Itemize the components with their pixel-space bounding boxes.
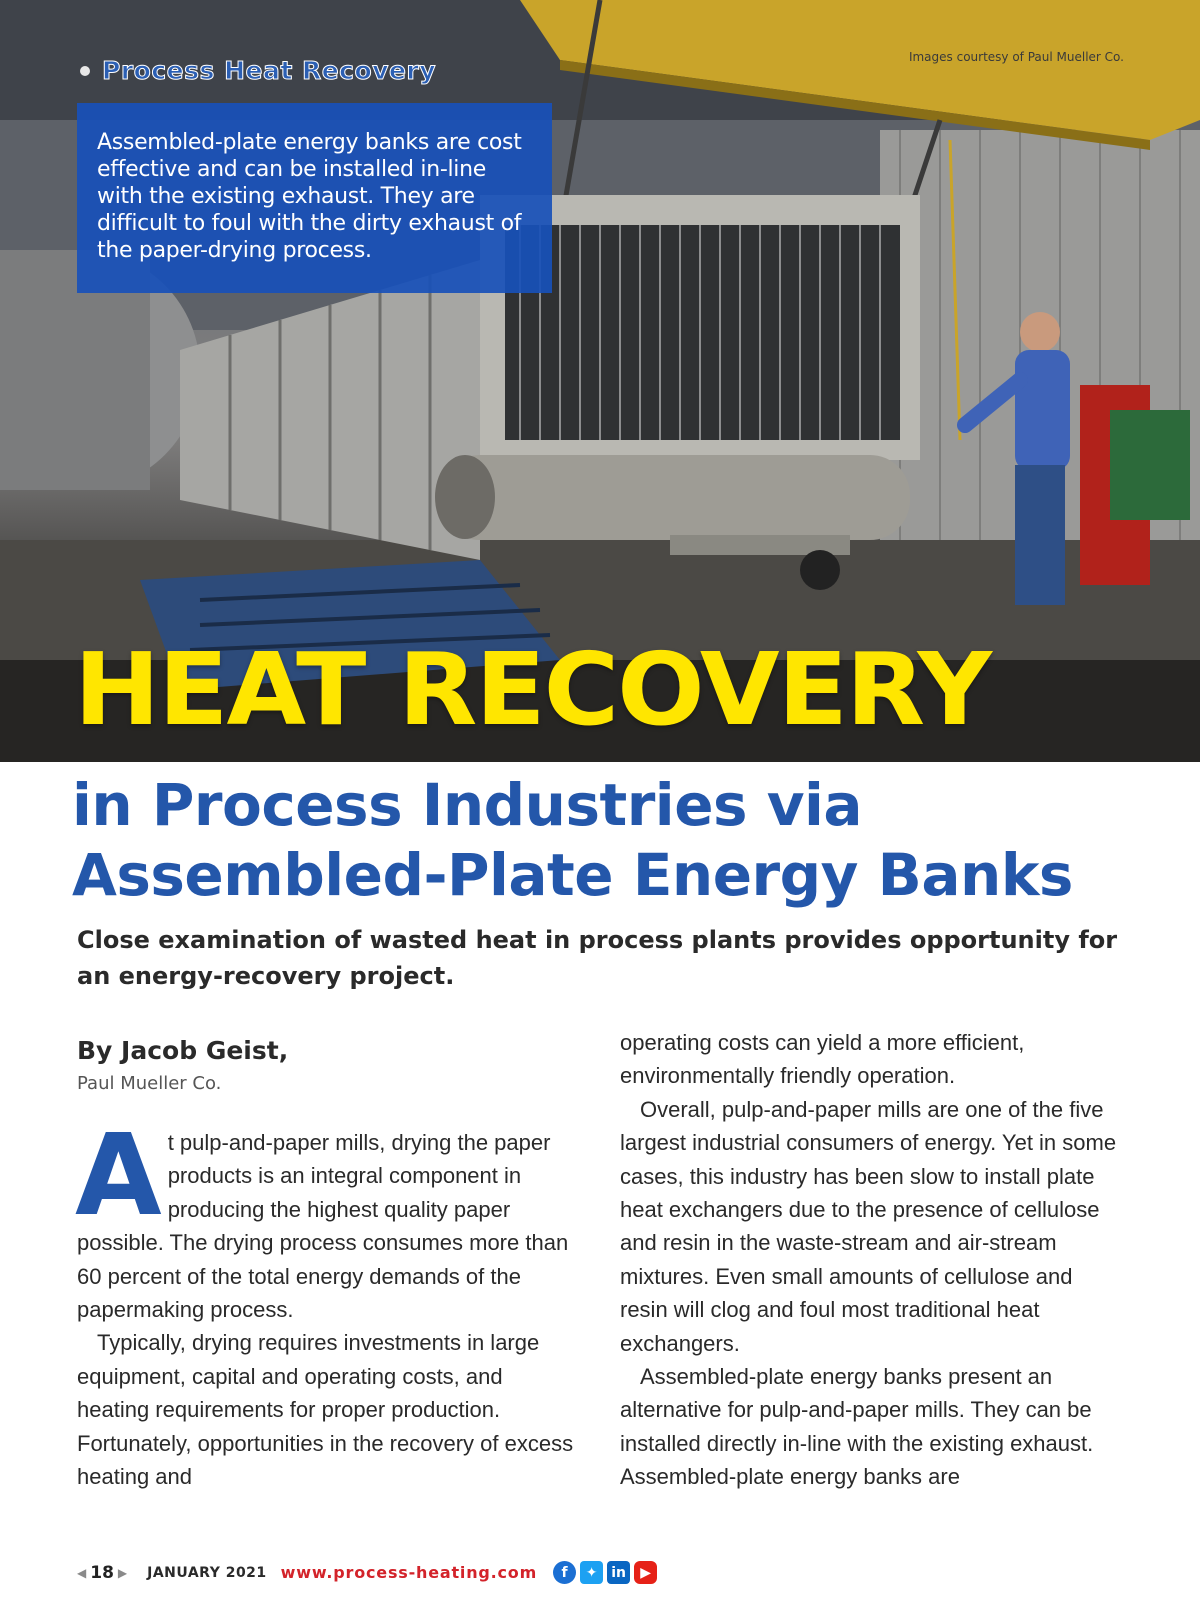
issue-date: JANUARY 2021 [147,1564,267,1581]
body-paragraph: Overall, pulp-and-paper mills are one of the five largest industrial consumers of energy. Yet in some cases, this industry has been slow to install plate heat exchangers due to the presence of cellulose and resin in the waste-stream and air-stream mixtures. Even small amounts of cellulose and resin will clog and foul most traditional heat exchangers. [620,1096,1117,1356]
body-paragraph [75,1111,577,1326]
linkedin-icon[interactable]: in [607,1561,630,1584]
body-column-left [75,1111,577,1493]
headline-line-2: in Process Industries via [72,771,863,839]
website-link[interactable]: www.process-heating.com [280,1563,538,1582]
headline-line-3: Assembled-Plate Energy Banks [72,841,1073,909]
page-number-group [77,1563,127,1583]
author-name: By Jacob Geist, [77,1036,289,1065]
drop-cap: A [75,1111,162,1241]
headline-subtitle [72,770,1152,910]
left-arrow-icon: ◀ [77,1565,87,1580]
twitter-icon[interactable]: ✦ [580,1561,603,1584]
photo-credit: Images courtesy of Paul Mueller Co. [908,50,1124,64]
youtube-icon[interactable]: ▶ [634,1561,657,1584]
page-number: 18 [90,1562,114,1583]
bullet-icon [80,66,90,76]
author-organization: Paul Mueller Co. [77,1073,222,1094]
body-paragraph: operating costs can yield a more efficient, environmentally friendly operation. [620,1030,1025,1089]
byline [77,1036,288,1094]
section-tag [80,56,436,85]
facebook-icon[interactable]: f [553,1561,576,1584]
headline-main: HEAT RECOVERY [74,631,991,748]
body-paragraph-text: t pulp-and-paper mills, drying the paper products is an integral component in producing the highest quality paper possible. The drying process consumes more than 60 percent of the total energy demands of the papermaking process. [77,1130,569,1323]
section-label: Process Heat Recovery [102,56,437,85]
photo-caption-box [77,103,552,293]
page-footer [77,1561,657,1584]
deck-summary: Close examination of wasted heat in process plants provides opportunity for an energy-recovery project. [77,926,1118,990]
photo-caption: Assembled-plate energy banks are cost effective and can be installed in-line with the existing exhaust. They are difficult to foul with the dirty exhaust of the paper-drying process. [97,130,522,263]
hero-photo [0,0,1200,762]
body-column-right [620,1026,1125,1494]
body-paragraph: Assembled-plate energy banks present an alternative for pulp-and-paper mills. They can be installed directly in-line with the existing exhaust. Assembled-plate energy banks are [620,1364,1094,1490]
body-paragraph: Typically, drying requires investments in large equipment, capital and operating costs, and heating requirements for proper production. Fortunately, opportunities in the recovery of excess heating and [77,1330,574,1490]
right-arrow-icon: ▶ [117,1565,128,1580]
social-links [553,1561,657,1584]
